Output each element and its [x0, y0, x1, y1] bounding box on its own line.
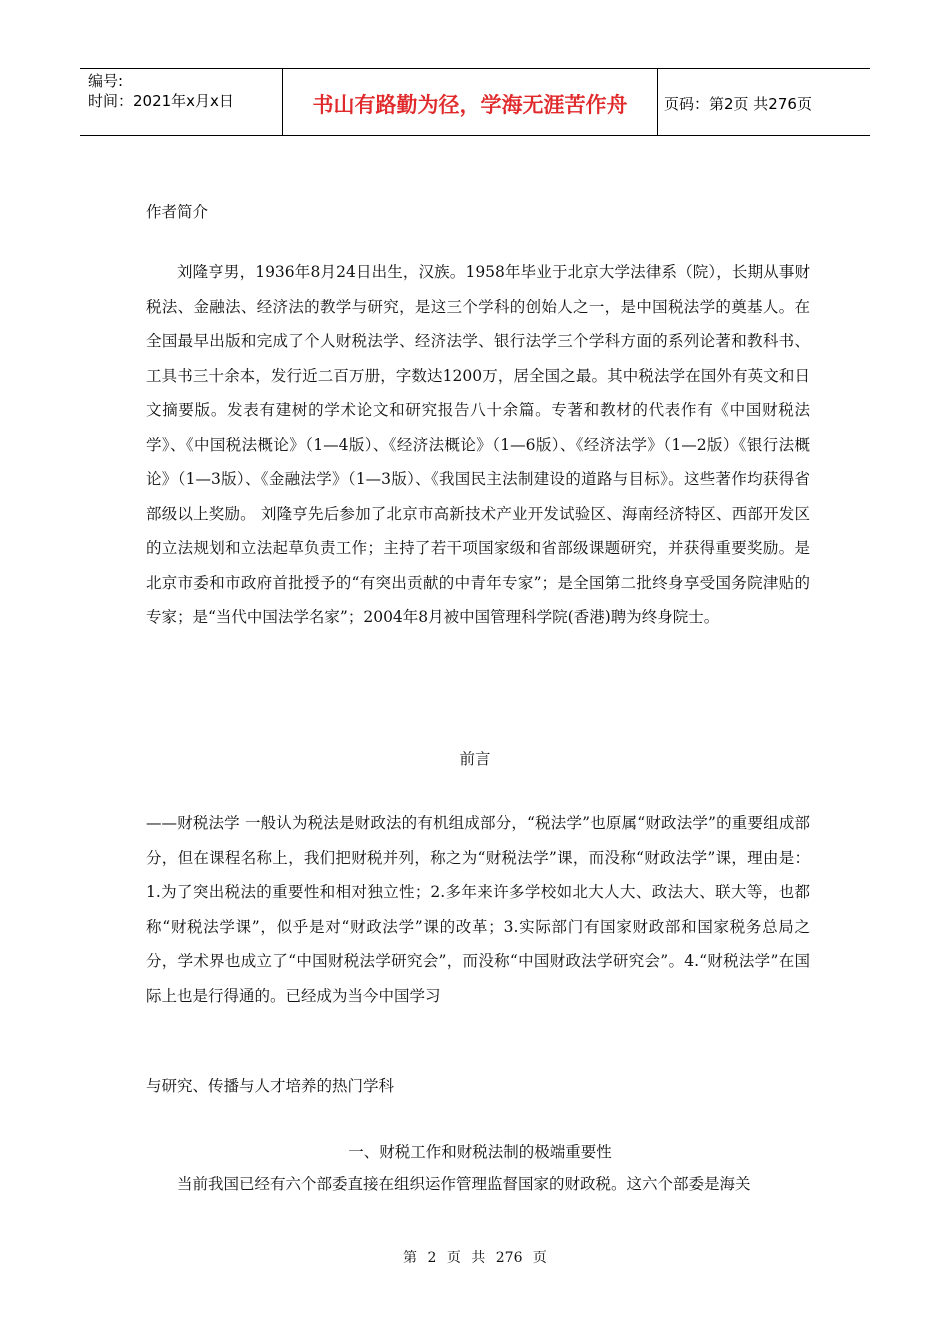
page-header: [80, 68, 870, 136]
preface-continuation: 与研究、传播与人才培养的热门学科: [146, 1077, 395, 1095]
document-time-label: 时间：2021年x月x日: [88, 92, 234, 110]
preface-paragraph: ——财税法学 一般认为税法是财政法的有机组成部分，“税法学”也原属“财政法学”的重要组成部分，但在课程名称上，我们把财税并列，称之为“财税法学”课，而没称“财政法学”课，理由是：1.为了突出税法的重要性和相对独立性；2.多年来许多学校如北大人大、政法大、联大等，也都称“财税法学课”，似乎是对“财政法学”课的改革；3.实际部门有国家财政部和国家税务总局之分，学术界也成立了“中国财税法学研究会”，而没称“中国财政法学研究会”。4.“财税法学”在国际上也是行得通的。已经成为当今中国学习: [146, 814, 810, 1005]
author-paragraph: 刘隆亨男，1936年8月24日出生，汉族。1958年毕业于北京大学法律系（院），长期从事财税法、金融法、经济法的教学与研究，是这三个学科的创始人之一，是中国税法学的奠基人。在全国最早出版和完成了个人财税法学、经济法学、银行法学三个学科方面的系列论著和教科书、工具书三十余本，发行近二百万册，字数达1200万，居全国之最。其中税法学在国外有英文和日文摘要版。发表有建树的学术论文和研究报告八十余篇。专著和教材的代表作有《中国财税法学》、《中国税法概论》（1—4版）、《经济法概论》（1—6版）、《经济法学》（1—2版）《银行法概论》（1—3版）、《金融法学》（1—3版）、《我国民主法制建设的道路与目标》。这些著作均获得省部级以上奖励。 刘隆亨先后参加了北京市高新技术产业开发试验区、海南经济特区、西部开发区的立法规划和立法起草负责工作；主持了若干项国家级和省部级课题研究，并获得重要奖励。是北京市委和市政府首批授予的“有突出贡献的中青年专家”；是全国第二批终身享受国务院津贴的专家；是“当代中国法学名家”；2004年8月被中国管理科学院(香港)聘为终身院士。: [146, 263, 810, 626]
author-heading: 作者简介: [146, 203, 209, 221]
section-one-paragraph: 当前我国已经有六个部委直接在组织运作管理监督国家的财政税。这六个部委是海关: [177, 1175, 751, 1193]
header-meta: [80, 69, 282, 135]
document-number-label: 编号:: [88, 72, 124, 90]
preface-heading: 前言: [459, 750, 491, 768]
section-one-heading: 一、财税工作和财税法制的极端重要性: [348, 1143, 612, 1161]
page-footer: 第 2 页 共 276 页: [403, 1250, 547, 1266]
header-motto: 书山有路勤为径，学海无涯苦作舟: [312, 93, 628, 117]
header-page-info: 页码：第2页 共276页: [664, 94, 812, 113]
header-motto-cell: [282, 69, 658, 135]
